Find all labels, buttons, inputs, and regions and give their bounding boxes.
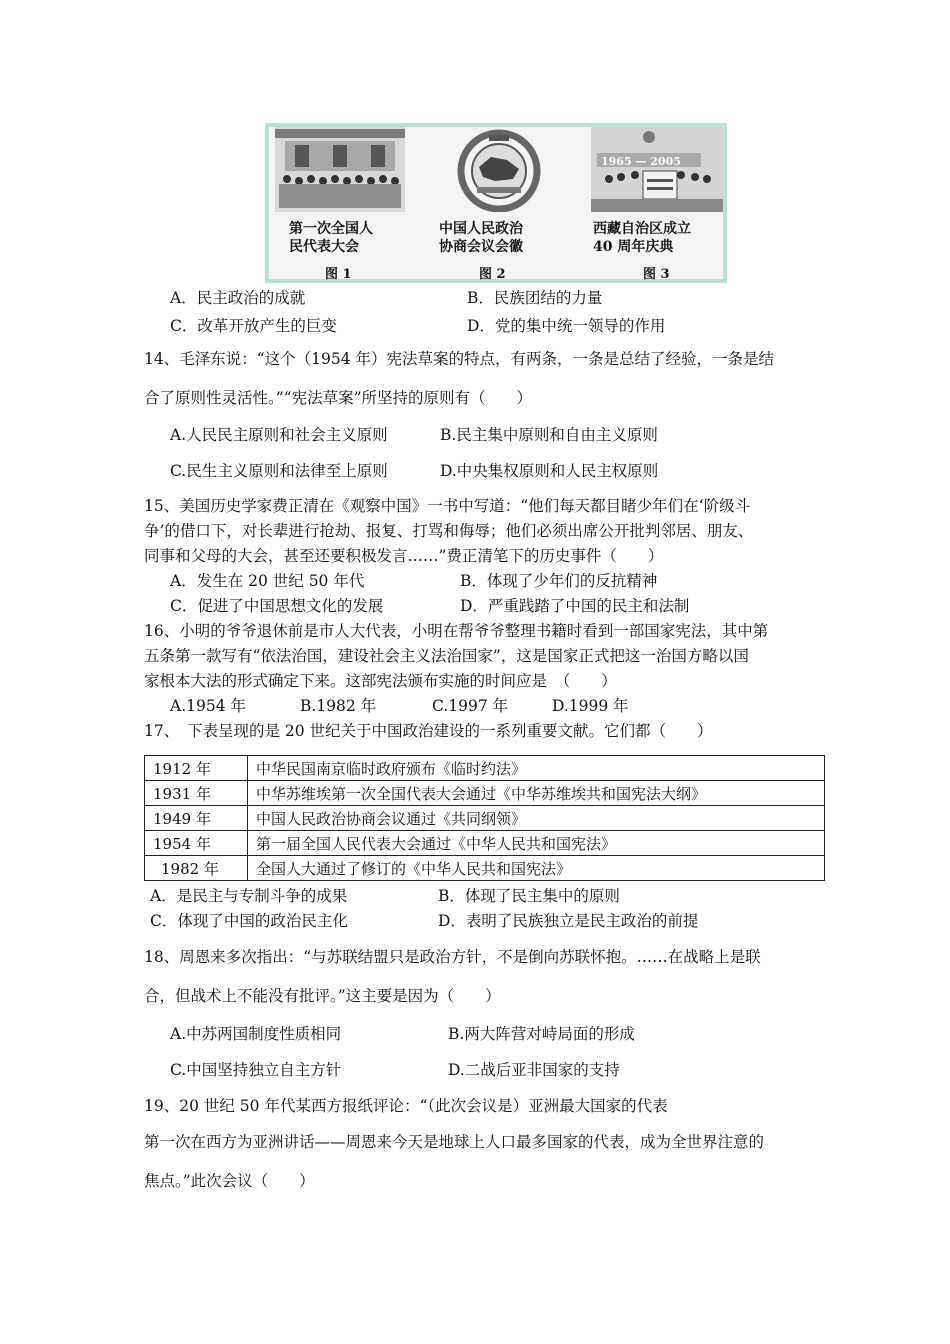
q15-stem-line1: 15、美国历史学家费正清在《观察中国》一书中写道：“他们每天都目睹少年们在‘阶级斗 (144, 497, 751, 515)
table-event: 全国人大通过了修订的《中华人民共和国宪法》 (248, 856, 825, 881)
q18-option-c: C.中国坚持独立自主方针 (170, 1061, 342, 1079)
table-year: 1912 年 (145, 756, 248, 781)
q16-option-a: A.1954 年 (170, 697, 246, 715)
q18-stem-line2: 合，但战术上不能没有批评。”这主要是因为（ ） (144, 987, 501, 1005)
q19-stem-line3: 焦点。”此次会议（ ） (144, 1172, 315, 1190)
table-event: 中华民国南京临时政府颁布《临时约法》 (248, 756, 825, 781)
q18-stem-line1: 18、周恩来多次指出：“与苏联结盟只是政治方针，不是倒向苏联怀抱。……在战略上是联 (144, 948, 761, 966)
q14-option-d: D.中央集权原则和人民主权原则 (440, 462, 659, 480)
caption-1-line2: 民代表大会 (289, 239, 359, 255)
q15-stem-line2: 争’的借口下，对长辈进行抢劫、报复、打骂和侮辱；他们必须出席公开批判邻居、朋友、 (144, 522, 754, 540)
q19-stem-line2: 第一次在西方为亚洲讲话——周恩来今天是地球上人口最多国家的代表，成为全世界注意的 (144, 1133, 765, 1151)
caption-3-line2: 40 周年庆典 (593, 239, 674, 255)
table-row (145, 856, 825, 881)
table-year: 1954 年 (145, 831, 248, 856)
q13-option-a: A．民主政治的成就 (170, 289, 306, 307)
political-documents-table (144, 755, 825, 881)
caption-2-line2: 协商会议会徽 (439, 239, 523, 255)
q15-option-d: D．严重践踏了中国的民主和法制 (460, 597, 690, 615)
table-row (145, 756, 825, 781)
q16-option-d: D.1999 年 (552, 697, 629, 715)
q17-option-b: B．体现了民主集中的原则 (438, 887, 620, 905)
q15-option-c: C．促进了中国思想文化的发展 (170, 597, 384, 615)
q19-stem-line1: 19、20 世纪 50 年代某西方报纸评论：“（此次会议是）亚洲最大国家的代表 (144, 1097, 668, 1115)
table-event: 中华苏维埃第一次全国代表大会通过《中华苏维埃共和国宪法大纲》 (248, 781, 825, 806)
q16-stem-line3: 家根本大法的形式确定下来。这部宪法颁布实施的时间应是 （ ） (144, 672, 617, 690)
figure-label-3: 图 3 (643, 267, 670, 282)
figure-panel-3 (591, 127, 723, 282)
table-year: 1949 年 (145, 806, 248, 831)
table-event: 第一届全国人民代表大会通过《中华人民共和国宪法》 (248, 831, 825, 856)
figure-label-2: 图 2 (479, 267, 506, 282)
caption-2-line1: 中国人民政治 (439, 221, 523, 237)
q16-stem-line1: 16、小明的爷爷退休前是市人大代表，小明在帮爷爷整理书籍时看到一部国家宪法，其中第 (144, 622, 769, 640)
q13-option-b: B．民族团结的力量 (467, 289, 603, 307)
caption-3-line1: 西藏自治区成立 (593, 221, 691, 237)
q18-option-a: A.中苏两国制度性质相同 (170, 1025, 342, 1043)
q18-option-b: B.两大阵营对峙局面的形成 (448, 1025, 635, 1043)
cppcc-emblem-icon (429, 127, 569, 212)
banner-years: 1965 — 2005 (601, 155, 681, 168)
q14-stem-line1: 14、毛泽东说：“这个（1954 年）宪法草案的特点，有两条，一条是总结了经验，一条是结 (144, 350, 775, 368)
npc-photo (275, 127, 405, 212)
tibet-celebration-photo (591, 127, 723, 212)
q17-option-a: A．是民主与专制斗争的成果 (150, 887, 348, 905)
figure-panel-1 (275, 127, 405, 282)
table-year: 1982 年 (145, 856, 248, 881)
q14-option-a: A.人民民主原则和社会主义原则 (170, 426, 388, 444)
q15-option-a: A．发生在 20 世纪 50 年代 (170, 572, 365, 590)
figure-label-1: 图 1 (325, 267, 352, 282)
q14-option-c: C.民生主义原则和法律至上原则 (170, 462, 388, 480)
table-row (145, 781, 825, 806)
q18-option-d: D.二战后亚非国家的支持 (448, 1061, 620, 1079)
q16-option-c: C.1997 年 (432, 697, 509, 715)
q14-option-b: B.民主集中原则和自由主义原则 (440, 426, 658, 444)
table-event: 中国人民政治协商会议通过《共同纲领》 (248, 806, 825, 831)
q17-stem: 17、 下表呈现的是 20 世纪关于中国政治建设的一系列重要文献。它们都（ ） (144, 722, 713, 740)
q17-option-d: D．表明了民族独立是民主政治的前提 (438, 912, 699, 930)
q13-option-d: D．党的集中统一领导的作用 (467, 317, 666, 335)
q15-stem-line3: 同事和父母的大会，甚至还要积极发言……”费正清笔下的历史事件（ ） (144, 547, 664, 565)
table-year: 1931 年 (145, 781, 248, 806)
q13-option-c: C．改革开放产生的巨变 (170, 317, 337, 335)
table-row (145, 806, 825, 831)
q17-option-c: C．体现了中国的政治民主化 (150, 912, 348, 930)
history-figure (265, 123, 727, 283)
q16-stem-line2: 五条第一款写有“依法治国，建设社会主义法治国家”，这是国家正式把这一治国方略以国 (144, 647, 749, 665)
q15-option-b: B．体现了少年们的反抗精神 (460, 572, 658, 590)
q14-stem-line2: 合了原则性灵活性。”“宪法草案”所坚持的原则有（ ） (144, 389, 533, 407)
figure-panel-2 (429, 127, 569, 282)
table-row (145, 831, 825, 856)
caption-1-line1: 第一次全国人 (289, 221, 373, 237)
q16-option-b: B.1982 年 (300, 697, 377, 715)
